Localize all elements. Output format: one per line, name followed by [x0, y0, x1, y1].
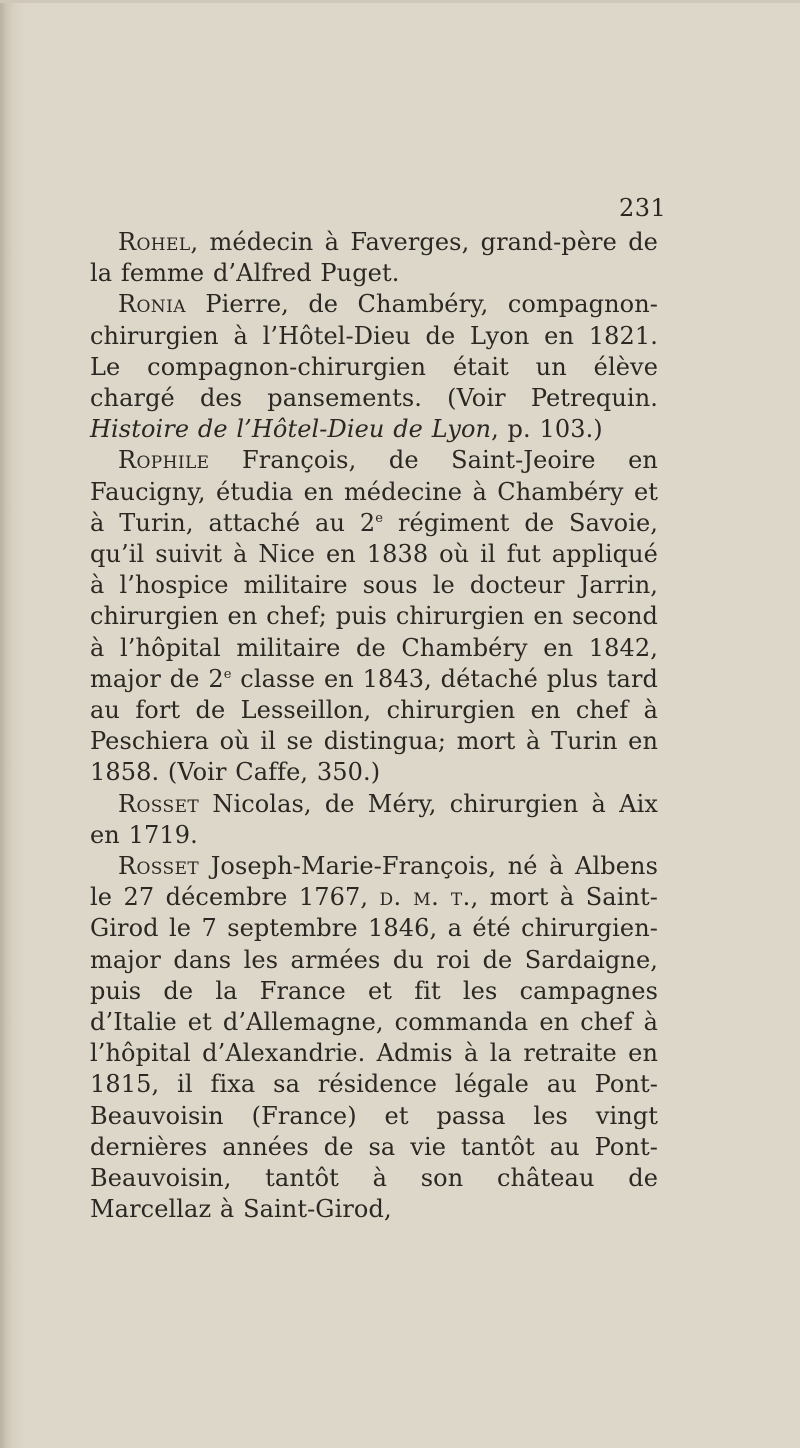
entry-rosset-joseph [90, 851, 658, 1225]
page-body [90, 227, 658, 1226]
entry-rohel [90, 227, 658, 289]
entry-name: Rosset [118, 789, 200, 818]
entry-name: Rosset [118, 852, 200, 881]
page-top-edge [0, 0, 800, 3]
entry-text: classe en 1843, détaché plus tard au fort de Lesseillon, chirurgien en chef à Peschiera où il se distingua; mort à Turin en 1858. (Voir Caffe, 350.) [90, 664, 658, 787]
entry-name: Ronia [118, 290, 186, 319]
entry-text: Pierre, de Chambéry, compagnon-chirurgien à l’Hôtel-Dieu de Lyon en 1821. Le compagnon-chirurgien était un élève chargé des pansements. (Voir Petrequin. [90, 290, 658, 413]
book-title: Histoire de l’Hôtel-Dieu de Lyon [90, 415, 492, 444]
page-number: 231 [619, 194, 667, 222]
ordinal-superscript: e [375, 510, 384, 526]
entry-text: Nicolas, de Méry, chirurgien à Aix en 1719. [90, 789, 658, 849]
entry-text: , médecin à Faverges, grand-père de la femme d’Alfred Puget. [90, 228, 658, 288]
entry-rophile [90, 445, 658, 788]
entry-text: , mort à Saint-Girod le 7 septembre 1846, a été chirurgien-major dans les armées du roi de Sardaigne, puis de la France et fit les campagnes d’Italie et d’Allemagne, commanda en chef à l’hôpital d’Alexandrie. Admis à la retraite en 1815, il fixa sa résidence légale au Pont-Beauvoisin (France) et passa les vingt dernières années de sa vie tantôt au Pont-Beauvoisin, tantôt à son château de Marcellaz à Saint-Girod, [90, 883, 658, 1224]
entry-rosset-nicolas [90, 789, 658, 851]
entry-name: Rophile [118, 446, 210, 475]
entry-ronia [90, 289, 658, 445]
ordinal-superscript: e [223, 666, 232, 682]
entry-text: Joseph-Marie-François, né à Albens le 27 décembre 1767, [90, 852, 658, 912]
entry-text: , p. 103.) [491, 415, 603, 444]
entry-text: régiment de Savoie, qu’il suivit à Nice en 1838 où il fut appliqué à l’hospice militaire sous le docteur Jarrin, chirurgien en chef; puis chirurgien en second à l’hôpital militaire de Chambéry en 1842, major de 2 [90, 508, 659, 693]
entry-text: François, de Saint-Jeoire en Faucigny, étudia en médecine à Chambéry et à Turin, attaché au 2 [90, 446, 658, 537]
entry-name: Rohel [118, 228, 191, 256]
degree-abbreviation: d. m. t. [379, 883, 471, 912]
